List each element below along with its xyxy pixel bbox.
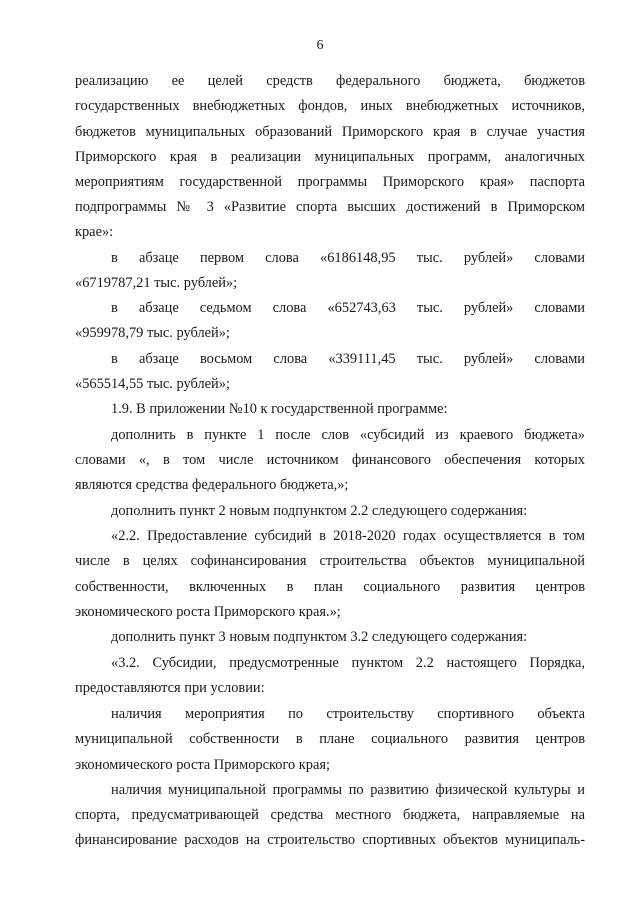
text-line: числе в целях софинансирования строительства объектов муниципальной — [75, 553, 585, 569]
text-line: государственных внебюджетных фондов, иных внебюджетных источников, — [75, 98, 585, 114]
text-line: дополнить пункт 2 новым подпунктом 2.2 следующего содержания: — [111, 503, 528, 519]
page-number: 6 — [316, 38, 324, 53]
text-line: дополнить в пункте 1 после слов «субсидий из краевого бюджета» — [111, 427, 585, 443]
text-line: реализацию ее целей средств федерального бюджета, бюджетов — [75, 73, 585, 89]
text-line: «2.2. Предоставление субсидий в 2018-2020 годах осуществляется в том — [111, 528, 585, 544]
text-line: «565514,55 тыс. рублей»; — [75, 376, 230, 392]
text-line: в абзаце первом слова «6186148,95 тыс. рублей» словами — [111, 250, 585, 266]
text-line: являются средства федерального бюджета,»; — [75, 477, 349, 493]
text-line: бюджетов муниципальных образований Приморского края в случае участия — [75, 124, 585, 140]
text-line: словами «, в том числе источником финансового обеспечения которых — [75, 452, 585, 468]
text-line: в абзаце восьмом слова «339111,45 тыс. рублей» словами — [111, 351, 585, 367]
text-line: муниципальной собственности в плане социального развития центров — [75, 731, 585, 747]
text-line: собственности, включенных в план социального развития центров — [75, 579, 585, 595]
text-line: «6719787,21 тыс. рублей»; — [75, 275, 238, 291]
text-line: наличия муниципальной программы по развитию физической культуры и — [111, 782, 585, 798]
text-line: финансирование расходов на строительство спортивных объектов муниципаль- — [75, 832, 585, 848]
text-line: крае»: — [75, 224, 114, 240]
text-line: в абзаце седьмом слова «652743,63 тыс. рублей» словами — [111, 300, 585, 316]
text-line: «3.2. Субсидии, предусмотренные пунктом 2.2 настоящего Порядка, — [111, 655, 585, 671]
text-line: подпрограммы № 3 «Развитие спорта высших достижений в Приморском — [75, 199, 585, 215]
text-line: предоставляются при условии: — [75, 680, 265, 696]
text-line: дополнить пункт 3 новым подпунктом 3.2 следующего содержания: — [111, 629, 528, 645]
text-line: спорта, предусматривающей средства местного бюджета, направляемые на — [75, 807, 585, 823]
text-line: «959978,79 тыс. рублей»; — [75, 325, 230, 341]
text-line: мероприятиям государственной программы Приморского края» паспорта — [75, 174, 585, 190]
text-line: экономического роста Приморского края; — [75, 757, 330, 773]
text-line: 1.9. В приложении №10 к государственной программе: — [111, 401, 448, 417]
text-line: экономического роста Приморского края.»; — [75, 604, 341, 620]
text-line: Приморского края в реализации муниципальных программ, аналогичных — [75, 149, 585, 165]
text-line: наличия мероприятия по строительству спортивного объекта — [111, 706, 585, 722]
